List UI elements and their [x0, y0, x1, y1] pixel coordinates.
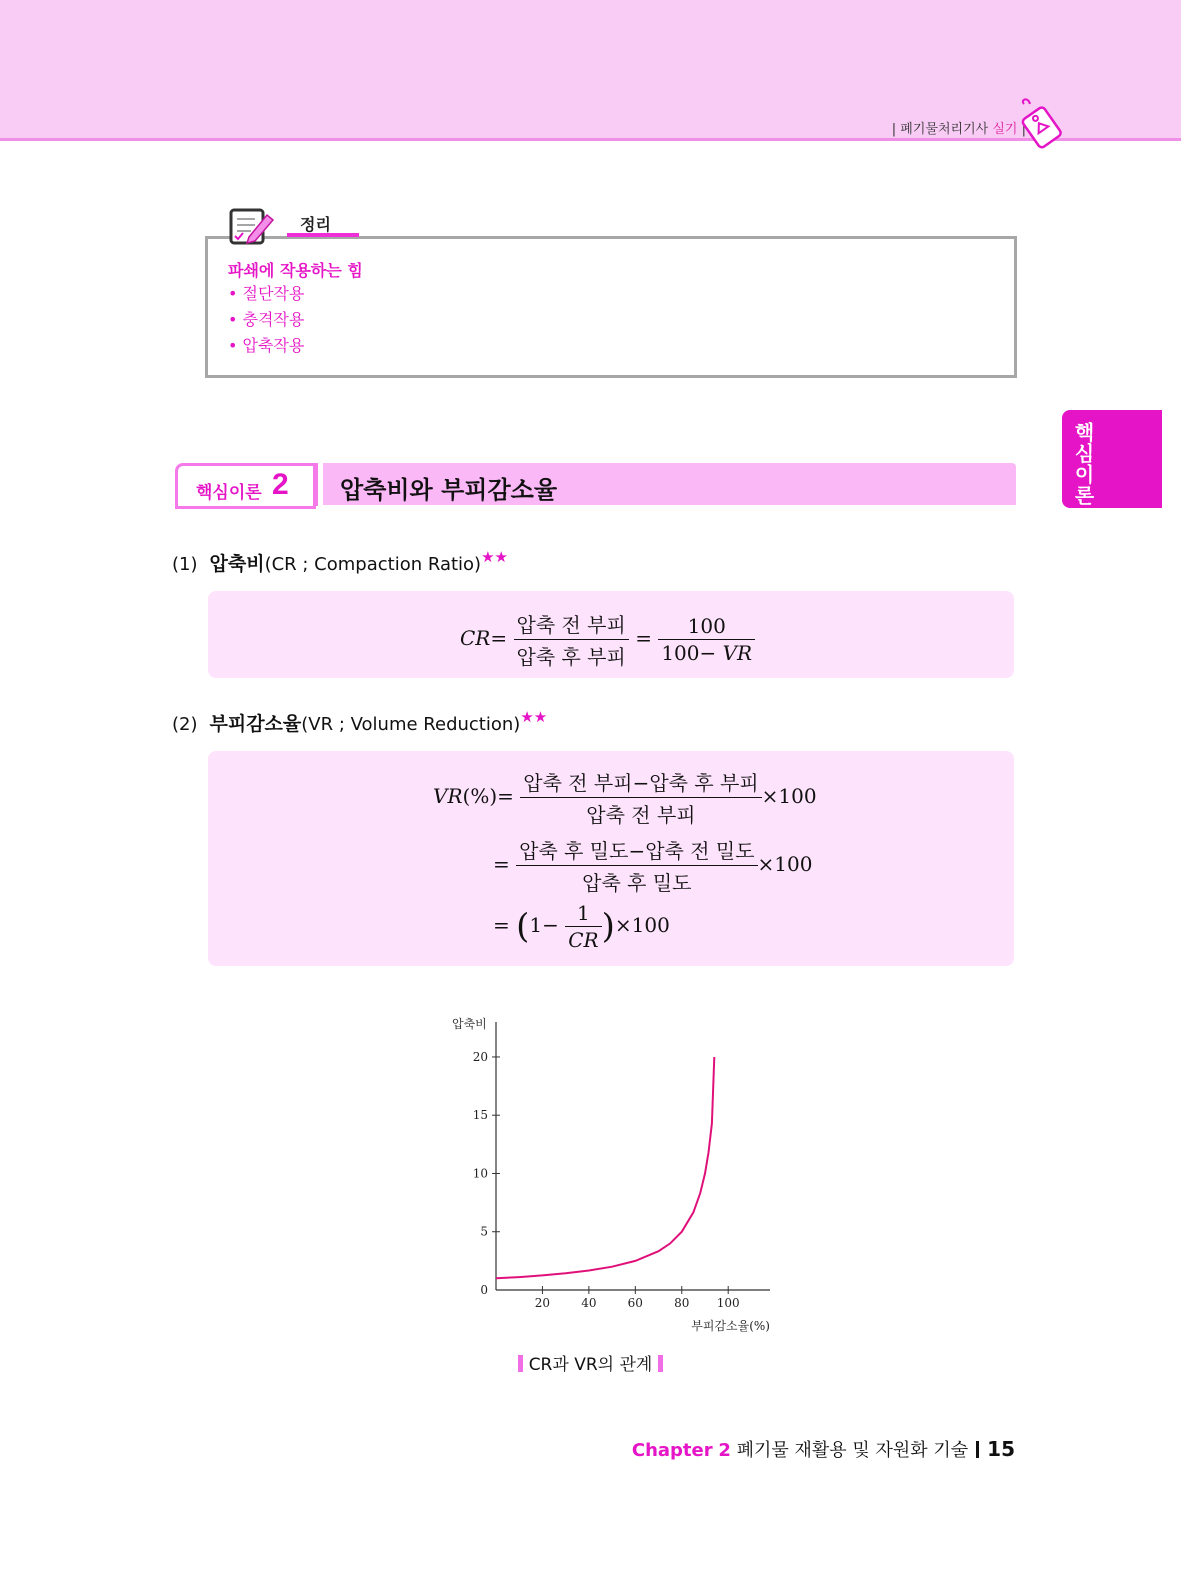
- section-number: (2): [172, 714, 198, 735]
- caption-bar-right: [658, 1355, 663, 1372]
- cr-formula: [460, 609, 755, 670]
- formula-box-vr: [208, 751, 1014, 966]
- theory-label: 핵심이론: [196, 483, 262, 503]
- chart-ticks: [473, 1050, 740, 1310]
- figure-caption: [0, 1350, 1181, 1375]
- chart-axes: [496, 1022, 770, 1290]
- denominator: 압축 전 부피: [586, 803, 696, 827]
- y-axis-label: 압축비: [452, 1017, 487, 1031]
- section-number: (1): [172, 554, 198, 575]
- summary-item: • 압축작용: [228, 336, 305, 355]
- equals-sign: =: [493, 852, 510, 876]
- page-number: 15: [987, 1437, 1015, 1461]
- section-title-en: (CR ; Compaction Ratio): [264, 554, 482, 575]
- footer-chapter-label: Chapter: [631, 1440, 713, 1461]
- cr-vr-chart: [430, 1010, 790, 1340]
- x-tick-label: 40: [581, 1296, 597, 1310]
- numerator: 압축 전 부피−압축 후 부피: [520, 767, 761, 798]
- running-head-bar-right: |: [1021, 122, 1026, 137]
- running-head: [892, 118, 1026, 137]
- importance-stars: ★★: [520, 708, 548, 726]
- fraction-volume: [520, 767, 761, 828]
- checklist-pencil-icon: [229, 207, 275, 247]
- section-title-ko: 부피감소율: [209, 713, 302, 735]
- importance-stars: ★★: [481, 548, 508, 566]
- y-tick-label: 5: [480, 1224, 488, 1239]
- fraction-density: [516, 835, 757, 896]
- equals-sign: =: [635, 626, 652, 650]
- summary-heading: 파쇄에 작용하는 힘: [228, 261, 363, 280]
- percent-equals: (%)=: [462, 784, 514, 808]
- summary-list: [228, 283, 304, 361]
- y-tick-label: 10: [472, 1166, 488, 1181]
- vr-formula-line-3: [493, 901, 670, 952]
- page-footer: [632, 1436, 1015, 1462]
- denominator: 압축 후 부피: [516, 645, 626, 669]
- section-title-vr: [172, 708, 547, 736]
- times-100: ×100: [761, 784, 817, 808]
- x-tick-label: 80: [674, 1296, 690, 1310]
- denominator-number: 100−: [661, 641, 717, 665]
- side-tab-label: 핵심이론: [1071, 422, 1095, 506]
- y-tick-label: 15: [472, 1108, 488, 1123]
- recycle-tag-icon: [1018, 98, 1064, 150]
- vr-symbol: VR: [433, 784, 463, 808]
- numerator: 압축 후 밀도−압축 전 밀도: [516, 835, 757, 866]
- vr-formula-line-1: [433, 767, 817, 828]
- summary-item: • 충격작용: [228, 310, 305, 329]
- denominator: [658, 640, 755, 665]
- caption-bar-left: [518, 1355, 523, 1372]
- x-axis-label: 부피감소율(%): [691, 1319, 770, 1333]
- running-head-accent: 실기: [992, 122, 1018, 137]
- vr-symbol: VR: [722, 641, 753, 665]
- theory-title: 압축비와 부피감소율: [340, 476, 558, 504]
- y-tick-label: 20: [472, 1049, 488, 1064]
- numerator: 압축 전 부피: [514, 609, 629, 640]
- series-line: [496, 1057, 714, 1278]
- equals-sign: =: [493, 913, 510, 937]
- running-head-title: 폐기물처리기사: [900, 122, 989, 137]
- equals-sign: =: [490, 626, 508, 650]
- fraction-cr: [565, 901, 601, 952]
- right-paren: ): [601, 906, 615, 947]
- times-100: ×100: [614, 913, 670, 937]
- fraction-volume: [514, 609, 629, 670]
- section-title-ko: 압축비: [209, 553, 265, 575]
- footer-chapter-number: 2: [718, 1440, 731, 1461]
- times-100: ×100: [757, 852, 813, 876]
- left-paren: (: [516, 906, 530, 947]
- cr-symbol: CR: [460, 626, 491, 650]
- footer-chapter-title: 폐기물 재활용 및 자원화 기술: [736, 1440, 969, 1461]
- denominator: 압축 후 밀도: [582, 871, 692, 895]
- x-tick-label: 100: [716, 1296, 740, 1310]
- running-head-bar-left: |: [891, 122, 897, 137]
- formula-box-cr: [208, 591, 1014, 678]
- numerator: 100: [658, 614, 755, 640]
- summary-title: 정리: [300, 215, 331, 234]
- theory-number: 2: [272, 468, 289, 501]
- x-tick-label: 60: [627, 1296, 643, 1310]
- x-tick-label: 20: [534, 1296, 551, 1310]
- caption-text: CR과 VR의 관계: [528, 1355, 653, 1375]
- footer-separator: [976, 1441, 979, 1458]
- fraction-vr: [658, 614, 755, 665]
- theory-bar-separator: [313, 463, 318, 506]
- section-title-cr: [172, 548, 508, 576]
- section-title-en: (VR ; Volume Reduction): [301, 714, 521, 735]
- y-tick-label: 0: [480, 1283, 488, 1297]
- denominator: CR: [568, 928, 599, 952]
- vr-formula-line-2: [493, 835, 812, 896]
- one-minus: 1−: [529, 913, 559, 937]
- summary-item: • 절단작용: [228, 284, 305, 303]
- numerator: 1: [565, 901, 601, 927]
